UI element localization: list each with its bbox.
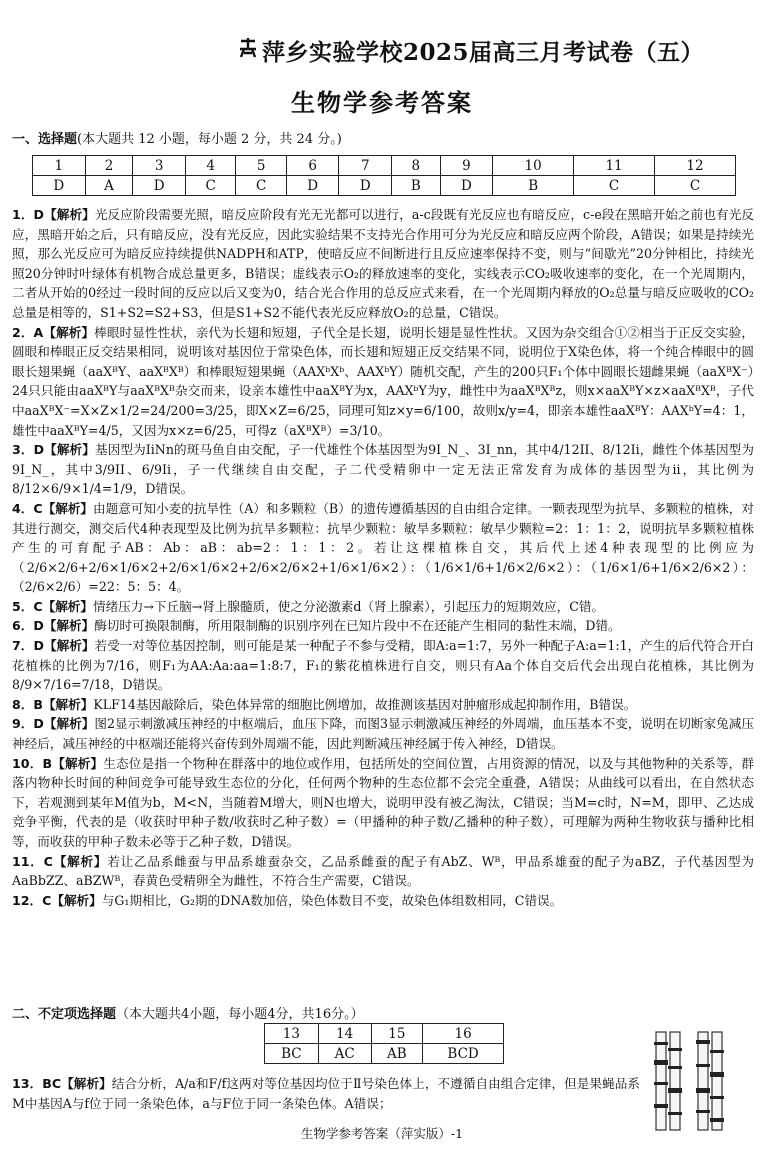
question-number-row <box>265 1024 504 1044</box>
explanation-text: 若受一对等位基因控制，则可能是某一种配子不参与受精，即A:a=1:7，另外一种配子A:a=1:1，产生的后代符合开白花植株的比例为7/16，则F₁为AA:Aa:aa=1:8:7，F₁的紫花植株进行自交，则只有Aa个体自交后代会出现白花植株，其比例为8/9×7/16=7/18，D错误。 <box>12 638 755 693</box>
explanation-lead: 8．B【解析】 <box>12 696 94 712</box>
explanation-text: KLF14基因敲除后，染色体异常的细胞比例增加，故推测该基因对肿瘤形成起抑制作用，B错误。 <box>93 696 637 712</box>
answer-cell: BC <box>265 1044 319 1064</box>
chromosome-diagram-image <box>646 1026 736 1136</box>
question-number: 4 <box>185 156 235 176</box>
explanation-lead: 5．C【解析】 <box>12 598 93 614</box>
section-1-title: 一、选择题 <box>12 132 78 147</box>
explanation-lead: 7．D【解析】 <box>12 638 95 654</box>
answer-cell: A <box>85 176 133 196</box>
explanation-lead: 6．D【解析】 <box>12 618 95 634</box>
explanation-lead: 1．D【解析】 <box>12 207 95 222</box>
section-2-heading <box>12 1003 364 1022</box>
explanation-11 <box>12 852 754 891</box>
question-number: 7 <box>339 156 392 176</box>
page-title: 萍乡实验学校2025届高三月考试卷（五） <box>262 39 705 66</box>
section-2-answer-table <box>264 1023 504 1064</box>
question-number: 14 <box>318 1024 371 1044</box>
answer-cell: C <box>185 176 235 196</box>
explanation-text: 若让乙品系雌蚕与甲品系雄蚕杂交，乙品系雌蚕的配子有AbZ、Wᴮ，甲品系雄蚕的配子为aBZ，子代基因型为AaBbZZ、aBZWᴮ，春黄色受精卵全为雌性，不符合生产需要，C错误。 <box>12 853 754 889</box>
explanation-lead: 2．A【解析】 <box>12 324 95 340</box>
question-number: 9 <box>440 156 493 176</box>
section-1-answer-table <box>32 155 736 196</box>
explanation-text: 图2显示刺激减压神经的中枢端后，血压下降，而图3显示刺激减压神经的外周端，血压基本不变，说明在切断家兔减压神经后，减压神经的中枢端还能将兴奋传到外周端不能，因此判断减压神经属于传入神经，D错误。 <box>12 716 755 752</box>
section-1-note: (本大题共 12 小题，每小题 2 分，共 24 分。) <box>77 132 342 147</box>
explanation-3 <box>12 440 754 499</box>
question-number: 13 <box>265 1024 319 1044</box>
explanation-13 <box>12 1074 640 1113</box>
question-number: 15 <box>371 1024 423 1044</box>
explanation-text: 情绪压力→下丘脑→肾上腺髓质，使之分泌激素d（肾上腺素），引起压力的短期效应，C错。 <box>92 598 605 614</box>
answer-row <box>265 1044 504 1064</box>
question-number: 11 <box>574 156 655 176</box>
explanation-4 <box>12 499 754 597</box>
explanation-text: 酶切时可换限制酶，所用限制酶的识别序列在已知片段中不在还能产生相同的黏性末端，D错。 <box>94 618 621 634</box>
section-2-note: （本大题共4小题，每小题4分，共16分。） <box>116 1007 364 1022</box>
answer-cell: D <box>33 176 86 196</box>
explanation-lead: 4．C【解析】 <box>12 500 94 516</box>
explanation-text: 生态位是指一个物种在群落中的地位或作用，包括所处的空间位置，占用资源的情况，以及与其他物种的关系等，群落内物种长时间的种间竞争可能导致生态位的分化，任何两个物种的生态位都不会完全重叠，A错误；从曲线可以看出，在自然状态下，若观测到某年M值为b，M<N，当随着M增大，则N也增大，说明甲没有被乙淘汰，C错误；当M=c时，N=M，即甲、乙达成竞争平衡，代表的是（收获时甲种子数/收获时乙种子数）=（甲播种的种子数/乙播种的种子数），可理解为两种生物收获与播种比相等，而收获的甲种子数未必等于乙种子数，D错误。 <box>12 755 755 849</box>
explanation-1 <box>12 205 754 323</box>
answer-cell: AC <box>318 1044 371 1064</box>
explanation-lead: 9．D【解析】 <box>12 716 95 732</box>
explanation-13-block <box>12 1074 640 1113</box>
question-number: 2 <box>85 156 133 176</box>
explanation-lead: 12．C【解析】 <box>12 892 102 908</box>
answer-cell: D <box>339 176 392 196</box>
explanation-text: 与G₁期相比，G₂期的DNA数加倍，染色体数目不变，故染色体组数相同，C错误。 <box>101 892 563 908</box>
explanation-lead: 11．C【解析】 <box>12 853 108 869</box>
explanation-lead: 10．B【解析】 <box>12 755 104 771</box>
explanation-lead: 3．D【解析】 <box>12 442 95 458</box>
answer-cell: B <box>392 176 441 196</box>
answer-row <box>33 176 736 196</box>
explanation-text: 由题意可知小麦的抗旱性（A）和多颗粒（B）的遗传遵循基因的自由组合定律。一颗表现型为抗旱、多颗粒的植株，对其进行测交，测交后代4种表现型及比例为抗旱多颗粒：抗旱少颗粒：敏旱多颗粒：敏旱少颗粒=2：1：1：2，说明抗旱多颗粒植株产生的可育配子AB：Ab：aB：ab=2：1：1：2。若让这棵植株自交，其后代上述4种表现型的比例应为（2/6×2/6+2/6×1/6×2+2/6×1/6×2+2/6×2/6×2+1/6×1/6×2）：（1/6×1/6+1/6×2/6×2）：（1/6×1/6+1/6×2/6×2）：（2/6×2/6）=22：5：5：4。 <box>12 500 754 595</box>
page-footer: 生物学参考答案（萍实版）-1 <box>300 1126 464 1141</box>
section-2-title: 二、不定项选择题 <box>12 1007 117 1022</box>
explanation-5 <box>12 597 754 617</box>
explanation-6 <box>12 616 754 636</box>
section-1-heading <box>12 128 342 147</box>
question-number: 10 <box>493 156 574 176</box>
question-number: 5 <box>236 156 286 176</box>
answer-cell: BCD <box>423 1044 504 1064</box>
header <box>0 32 764 68</box>
answer-cell: C <box>654 176 735 196</box>
explanation-7 <box>12 636 754 695</box>
explanation-10 <box>12 754 754 852</box>
question-number: 3 <box>133 156 186 176</box>
answer-cell: D <box>133 176 186 196</box>
page-subtitle: 生物学参考答案 <box>291 89 473 117</box>
question-number-row <box>33 156 736 176</box>
question-number: 1 <box>33 156 86 176</box>
explanation-text: 基因型为IiNn的斑马鱼自由交配，子一代雄性个体基因型为9I_N_、3I_nn，其中4/12II、8/12Ii，雌性个体基因型为9I_N_，其中3/9II、6/9Ii，子一代继续自由交配，子二代受精卵中一定无法正常发育为成体的基因型为ii，其比例为8/12×6/9×1/4=1/9，D错误。 <box>12 442 754 497</box>
answer-cell: D <box>440 176 493 196</box>
explanation-9 <box>12 714 754 753</box>
explanation-text: 光反应阶段需要光照，暗反应阶段有光无光都可以进行，a-c段既有光反应也有暗反应，c-e段在黑暗开始之前也有光反应，黑暗开始之后，只有暗反应，没有光反应，因此实验结果不支持光合作用可分为光反应和暗反应两个阶段，A错误；如果是持续光照，那么光反应可为暗反应持续提供NADPH和ATP，使暗反应不间断进行且反应速率保持不变，则与“间歇光”20分钟相比，持续光照20分钟时叶绿体有机物合成总量更多，B错误；虚线表示O₂的释放速率的变化，实线表示CO₂吸收速率的变化，在一个光周期内，二者从开始的0经过一段时间的反应以后又变为0，结合光合作用的总反应式来看，在一个光周期内释放的O₂总量与暗反应吸收的CO₂总量是相等的，S1+S2=S2+S3，但是S1+S2不能代表光反应释放O₂的总量，C错误。 <box>12 207 754 320</box>
explanation-12 <box>12 891 754 911</box>
explanation-2 <box>12 323 754 441</box>
explanation-lead: 13．BC【解析】 <box>12 1076 112 1091</box>
answer-cell: C <box>236 176 286 196</box>
answer-cell: D <box>286 176 339 196</box>
question-number: 8 <box>392 156 441 176</box>
explanation-text: 结合分析，A/a和F/f这两对等位基因均位于Ⅱ号染色体上，不遵循自由组合定律，但是果蝇品系M中基因A与f位于同一条染色体，a与F位于同一条染色体。A错误； <box>12 1076 640 1111</box>
explanations-section-1 <box>12 205 754 910</box>
school-logo-icon <box>238 37 258 59</box>
explanation-text: 棒眼时显性性状，亲代为长翅和短翅，子代全是长翅，说明长翅是显性性状。又因为杂交组合①②相当于正反交实验，圆眼和棒眼正反交结果相同，说明该对基因位于常染色体，而长翅和短翅正反交结果不同，说明位于X染色体，将一个纯合棒眼中的圆眼长翅果蝇（aaXᴮY、aaXᴮXᴮ）和棒眼短翅果蝇（AAXᵇXᵇ、AAXᵇY）随机交配，产生的200只F₁个体中圆眼长翅雌果蝇（aaXᴮX⁻）24只只能由aaXᴮY与aaXᴮXᴮ杂交而来，设亲本雄性中aaXᴮY为x，AAXᵇY为y，雌性中为aaXᴮXᴮz，则x×aaXᴮY×z×aaXᴮXᴮ，子代中aaXᴮX⁻=X×Z×1/2=24/200=3/25，即X×Z=6/25，同理可知z×y=6/100，故则x/y=4，即亲本雄性aaXᴮY：AAXᵇY=4：1，雄性中aaXᴮY=4/5，又因为x×z=6/25，可得z（aXᴮXᴮ）=3/10。 <box>12 324 755 438</box>
answer-cell: AB <box>371 1044 423 1064</box>
question-number: 6 <box>286 156 339 176</box>
explanation-8 <box>12 695 754 715</box>
question-number: 16 <box>423 1024 504 1044</box>
question-number: 12 <box>654 156 735 176</box>
answer-cell: C <box>574 176 655 196</box>
answer-cell: B <box>493 176 574 196</box>
